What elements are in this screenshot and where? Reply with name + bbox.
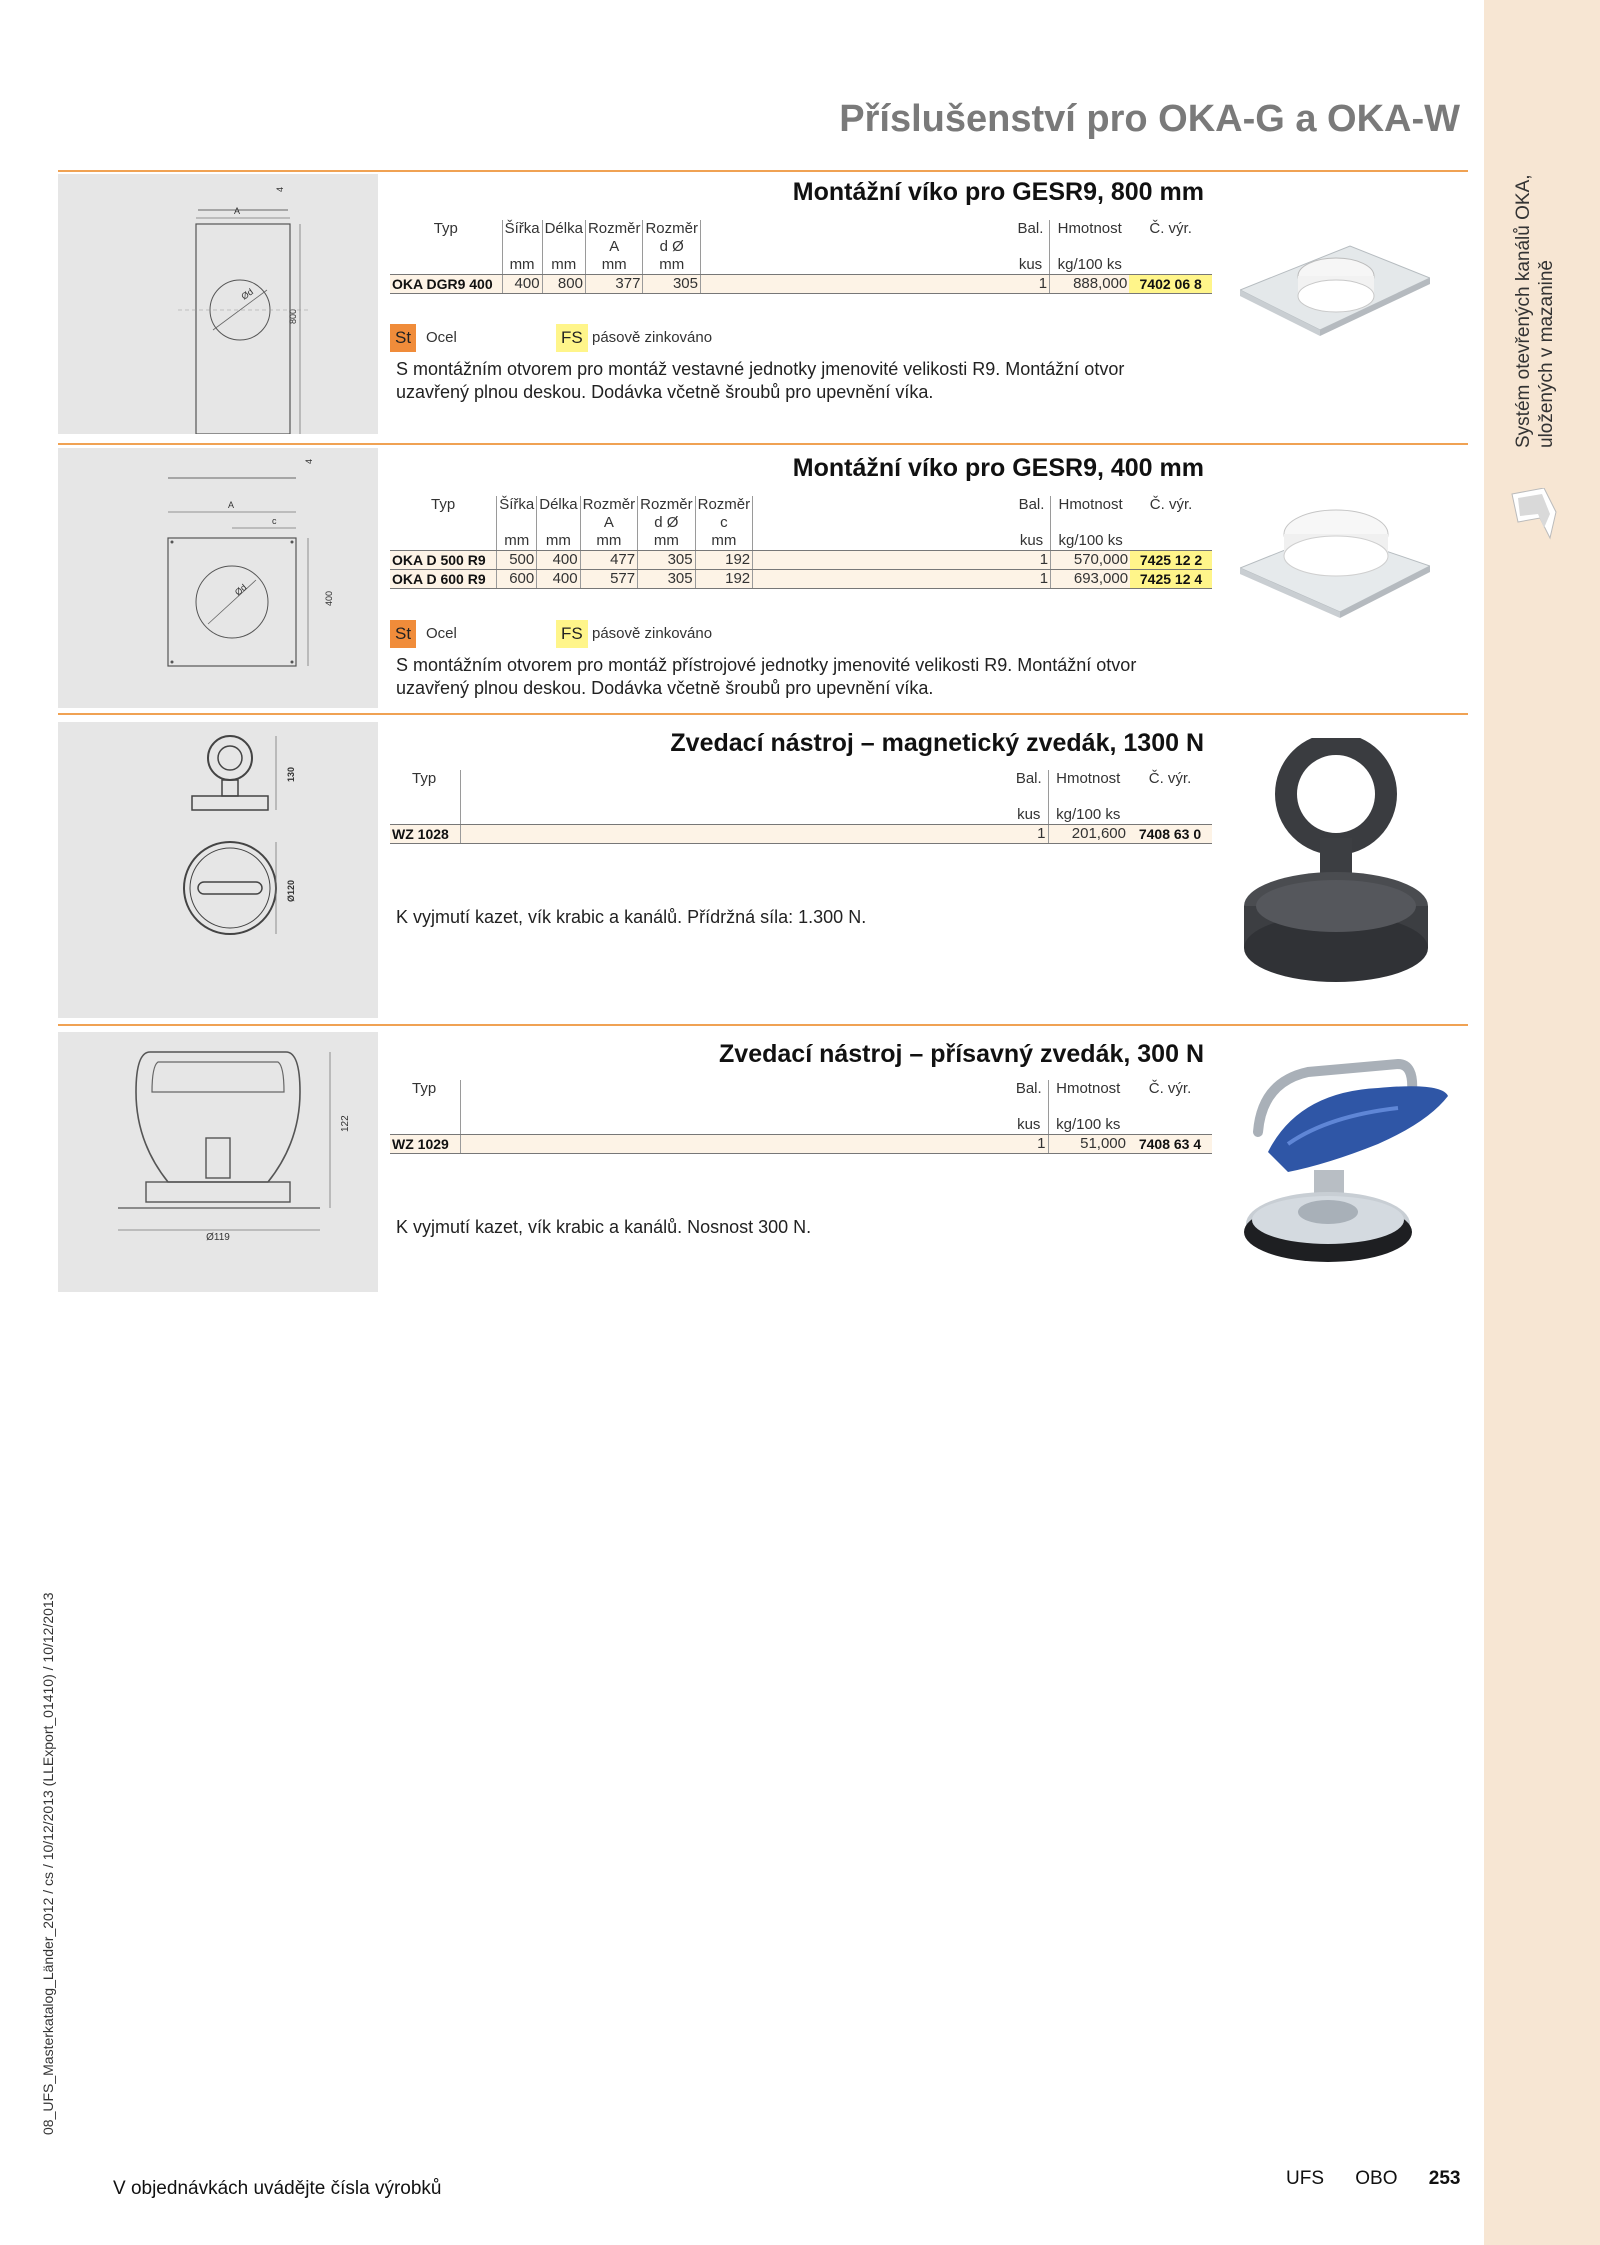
spec-table	[390, 1080, 1212, 1154]
spec-table	[390, 220, 1212, 294]
article-number[interactable]: 7425 12 2	[1130, 551, 1212, 570]
article-number[interactable]: 7408 63 0	[1128, 825, 1212, 844]
product-photo-magnetic-lifter	[1240, 738, 1430, 994]
section-description: K vyjmutí kazet, vík krabic a kanálů. Přídržná síla: 1.300 N.	[396, 907, 867, 927]
finish-badge: FS	[556, 620, 588, 648]
footer-brand	[1286, 2168, 1461, 2190]
drawing-label-a: A	[234, 206, 241, 216]
table-row[interactable]: WZ 1028 1 201,600 7408 63 0	[390, 825, 1212, 844]
table-header-row: Typ Bal. Hmotnost Č. výr.	[412, 770, 1192, 787]
article-number[interactable]: 7425 12 4	[1130, 570, 1212, 589]
table-row[interactable]: WZ 1029 1 51,000 7408 63 4	[390, 1135, 1212, 1154]
footer-brand-obo: OBO	[1355, 2168, 1398, 2189]
page-title: Příslušenství pro OKA-G a OKA-W	[839, 98, 1460, 140]
sidebar-category-text: Systém otevřených kanálů OKA, uložených v mazanině	[1513, 174, 1557, 448]
material-badge-steel: St	[390, 620, 416, 648]
section-title: Montážní víko pro GESR9, 800 mm	[792, 178, 1204, 206]
drawing-label-thickness: 4	[275, 186, 285, 192]
drawing-label-a: A	[228, 500, 235, 510]
section-divider	[58, 170, 1468, 172]
drawing-label-c: c	[272, 516, 277, 526]
section-description: K vyjmutí kazet, vík krabic a kanálů. Nosnost 300 N.	[396, 1217, 812, 1237]
drawing-label-thickness: 4	[304, 458, 314, 464]
drawing-label-height: 400	[324, 590, 334, 606]
section-title: Zvedací nástroj – přísavný zvedák, 300 N	[719, 1040, 1204, 1068]
section-description: S montážním otvorem pro montáž přístrojové jednotky jmenovité velikosti R9. Montážní otvor uzavřený plnou deskou. Dodávka včetně šroubů pro upevnění víka.	[396, 655, 1137, 698]
technical-drawing-cover-800	[58, 174, 378, 434]
technical-drawing-cover-400	[58, 448, 378, 708]
spec-table	[390, 496, 1212, 589]
table-row[interactable]: OKA D 500 R9 500 400 477 305 192 1 570,000 7425 12 2	[390, 551, 1212, 570]
section-title: Montážní víko pro GESR9, 400 mm	[792, 454, 1204, 482]
footer-brand-ufs: UFS	[1286, 2168, 1324, 2189]
drawing-label-height: 800	[288, 308, 298, 324]
table-row[interactable]: OKA DGR9 400 400 800 377 305 1 888,000 7402 06 8	[390, 275, 1212, 294]
section-divider	[58, 1024, 1468, 1026]
article-number[interactable]: 7408 63 4	[1128, 1135, 1212, 1154]
table-header-row: Typ Šířka Délka Rozměr A Rozměr d Ø Rozměr c Bal. Hmotnost Č. výr.	[431, 496, 1193, 531]
material-badge-steel: St	[390, 324, 416, 352]
technical-drawing-suction-lifter	[58, 1032, 378, 1292]
page-number: 253	[1428, 2168, 1461, 2189]
section-description: S montážním otvorem pro montáž vestavné jednotky jmenovité velikosti R9. Montážní otvor uzavřený plnou deskou. Dodávka včetně šroubů pro upevnění víka.	[396, 359, 1125, 402]
drawing-label-diameter: Ød	[232, 582, 249, 598]
product-photo-cover-800	[1240, 240, 1430, 350]
finish-label: pásově zinkováno	[592, 329, 713, 346]
table-header-row: Typ Bal. Hmotnost Č. výr.	[412, 1080, 1192, 1097]
table-header-row: Typ Šířka Délka Rozměr A Rozměr d Ø Bal. Hmotnost Č. výr.	[433, 220, 1192, 255]
section-title: Zvedací nástroj – magnetický zvedák, 1300 N	[670, 729, 1204, 757]
table-unit-row: kus kg/100 ks	[390, 1116, 1212, 1135]
product-photo-cover-400	[1240, 508, 1430, 620]
table-unit-row: mm mm mm mm kus kg/100 ks	[390, 256, 1212, 275]
table-row[interactable]: OKA D 600 R9 600 400 577 305 192 1 693,000 7425 12 4	[390, 570, 1212, 589]
spec-table	[390, 770, 1212, 844]
material-label: Ocel	[426, 329, 457, 346]
drawing-label-diameter: Ød	[239, 286, 255, 302]
finish-label: pásově zinkováno	[592, 625, 713, 642]
section-divider	[58, 443, 1468, 445]
drawing-label-height: 130	[286, 766, 296, 782]
drawing-label-height: 122	[340, 1115, 351, 1132]
finish-badge: FS	[556, 324, 588, 352]
section-divider	[58, 713, 1468, 715]
catalog-export-metadata: 08_UFS_Masterkatalog_Länder_2012 / cs / 10/12/2013 (LLExport_01410) / 10/12/2013	[40, 1592, 56, 2135]
footer-note: V objednávkách uvádějte čísla výrobků	[113, 2178, 442, 2199]
article-number[interactable]: 7402 06 8	[1129, 275, 1212, 294]
drawing-label-diameter: Ø120	[286, 879, 296, 902]
material-label: Ocel	[426, 625, 457, 642]
table-unit-row: kus kg/100 ks	[390, 806, 1212, 825]
category-tab-icon[interactable]	[1510, 488, 1558, 540]
product-photo-suction-lifter	[1228, 1052, 1458, 1274]
technical-drawing-magnetic-lifter	[58, 722, 378, 1018]
table-unit-row: mm mm mm mm mm kus kg/100 ks	[390, 532, 1212, 551]
drawing-label-diameter: Ø119	[206, 1232, 230, 1243]
